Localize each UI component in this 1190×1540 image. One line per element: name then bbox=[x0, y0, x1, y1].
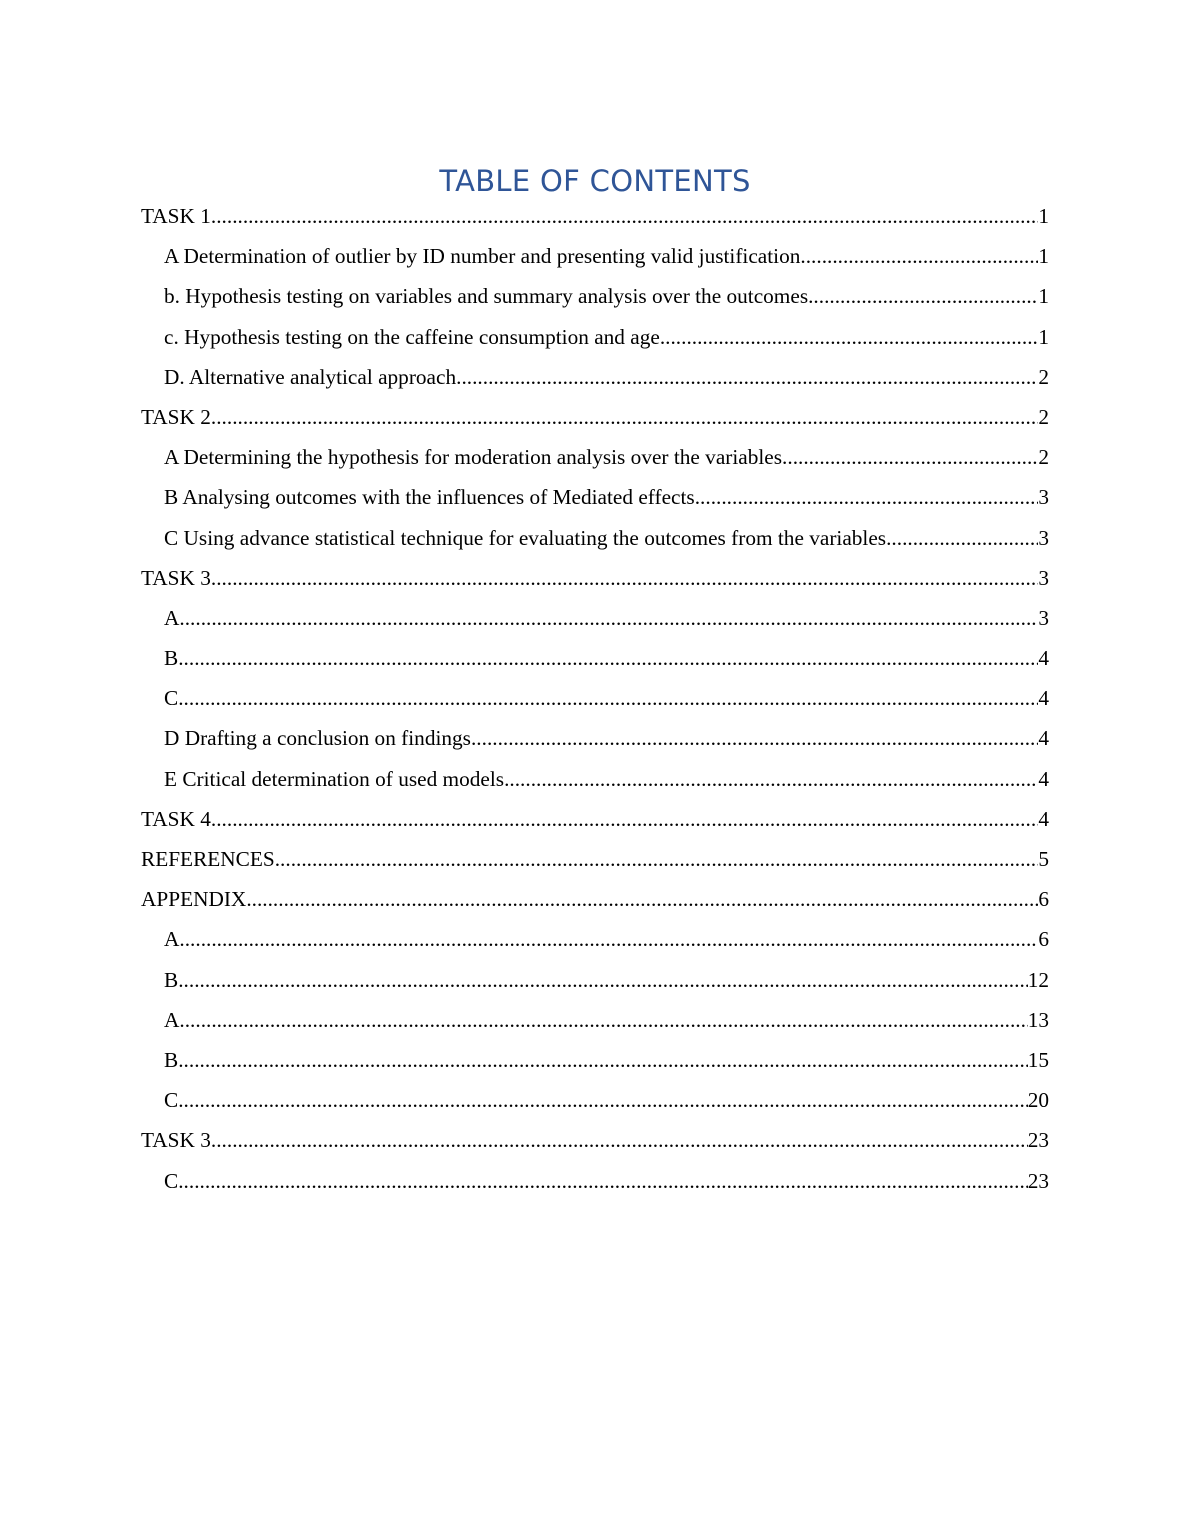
toc-subheading-entry[interactable] bbox=[141, 437, 1049, 477]
toc-entry-text: TASK 3 bbox=[141, 1128, 211, 1153]
toc-entry-text: REFERENCES bbox=[141, 847, 275, 871]
toc-dot-leader bbox=[800, 236, 1038, 276]
toc-page-number: 4 bbox=[1038, 726, 1049, 751]
toc-subheading-entry[interactable] bbox=[141, 759, 1049, 799]
toc-entry-text: A bbox=[164, 1007, 180, 1032]
toc-heading-entry[interactable] bbox=[141, 397, 1049, 437]
toc-title: TABLE OF CONTENTS bbox=[439, 164, 751, 198]
toc-heading-entry[interactable] bbox=[141, 1120, 1049, 1160]
toc-dot-leader bbox=[211, 558, 1038, 598]
toc-subheading-entry[interactable] bbox=[141, 317, 1049, 357]
toc-page-number: 2 bbox=[1038, 445, 1049, 470]
toc-entry-text: A bbox=[164, 605, 180, 630]
toc-dot-leader bbox=[211, 799, 1038, 839]
toc-page-number: 23 bbox=[1027, 1128, 1049, 1153]
toc-page-number: 1 bbox=[1038, 284, 1049, 309]
toc-dot-leader bbox=[471, 718, 1038, 758]
toc-entry-text: C bbox=[164, 1168, 179, 1193]
toc-dot-leader bbox=[179, 1000, 1027, 1040]
toc-page-number: 2 bbox=[1038, 404, 1049, 429]
toc-entry-text: C Using advance statistical technique for evaluating the outcomes from the variables bbox=[164, 525, 887, 550]
toc-dot-leader bbox=[808, 276, 1038, 316]
toc-page-number: 6 bbox=[1038, 887, 1049, 912]
toc-page-number: 5 bbox=[1038, 847, 1049, 871]
toc-subheading-entry[interactable] bbox=[141, 357, 1049, 397]
toc-subheading-entry[interactable] bbox=[141, 236, 1049, 276]
toc-page-number: 3 bbox=[1038, 565, 1049, 590]
toc-entry-text: APPENDIX bbox=[141, 887, 247, 912]
toc-entry-text: A Determining the hypothesis for moderation analysis over the variables bbox=[164, 445, 783, 470]
toc-subheading-entry[interactable] bbox=[141, 276, 1049, 316]
toc-subheading-entry[interactable] bbox=[141, 678, 1049, 718]
toc-page-number: 1 bbox=[1038, 324, 1049, 349]
toc-entry-text: B Analysing outcomes with the influences of Mediated effects bbox=[164, 485, 695, 510]
toc-list bbox=[141, 196, 1049, 1201]
toc-page-number: 6 bbox=[1038, 927, 1049, 952]
toc-entry-text: TASK 3 bbox=[141, 565, 211, 590]
toc-subheading-entry[interactable] bbox=[141, 477, 1049, 517]
toc-dot-leader bbox=[211, 1120, 1028, 1160]
toc-entry-text: D. Alternative analytical approach bbox=[164, 364, 457, 389]
toc-heading-entry[interactable] bbox=[141, 196, 1049, 236]
toc-subheading-entry[interactable] bbox=[141, 1080, 1049, 1120]
toc-dot-leader bbox=[178, 1161, 1027, 1201]
toc-page-number: 3 bbox=[1038, 525, 1049, 550]
toc-subheading-entry[interactable] bbox=[141, 1161, 1049, 1201]
toc-page-number: 23 bbox=[1027, 1168, 1049, 1193]
toc-entry-text: B bbox=[164, 967, 179, 992]
toc-dot-leader bbox=[179, 598, 1038, 638]
toc-page-number: 3 bbox=[1038, 485, 1049, 510]
toc-dot-leader bbox=[179, 919, 1038, 959]
toc-dot-leader bbox=[178, 678, 1038, 718]
toc-dot-leader bbox=[211, 196, 1038, 236]
toc-dot-leader bbox=[178, 1080, 1027, 1120]
toc-entry-text: B bbox=[164, 1047, 179, 1072]
toc-page-number: 12 bbox=[1027, 967, 1049, 992]
toc-page-number: 1 bbox=[1038, 204, 1049, 228]
toc-entry-text: C bbox=[164, 1088, 179, 1113]
toc-dot-leader bbox=[504, 759, 1038, 799]
toc-subheading-entry[interactable] bbox=[141, 598, 1049, 638]
toc-subheading-entry[interactable] bbox=[141, 960, 1049, 1000]
toc-subheading-entry[interactable] bbox=[141, 1000, 1049, 1040]
toc-page-number: 20 bbox=[1027, 1088, 1049, 1113]
toc-page-number: 4 bbox=[1038, 806, 1049, 831]
toc-dot-leader bbox=[178, 638, 1038, 678]
toc-entry-text: B bbox=[164, 646, 179, 671]
toc-subheading-entry[interactable] bbox=[141, 1040, 1049, 1080]
toc-entry-text: A Determination of outlier by ID number and presenting valid justification bbox=[164, 244, 801, 269]
toc-page-number: 4 bbox=[1038, 766, 1049, 791]
toc-dot-leader bbox=[695, 477, 1039, 517]
toc-dot-leader bbox=[211, 397, 1038, 437]
toc-page-number: 3 bbox=[1038, 605, 1049, 630]
toc-entry-text: TASK 2 bbox=[141, 404, 211, 429]
toc-heading-entry[interactable] bbox=[141, 839, 1049, 879]
toc-page-number: 15 bbox=[1027, 1047, 1049, 1072]
toc-dot-leader bbox=[660, 317, 1039, 357]
toc-page-number: 13 bbox=[1027, 1007, 1049, 1032]
toc-heading-entry[interactable] bbox=[141, 558, 1049, 598]
toc-page-number: 2 bbox=[1038, 364, 1049, 389]
toc-entry-text: C bbox=[164, 686, 179, 711]
toc-dot-leader bbox=[275, 839, 1039, 879]
toc-subheading-entry[interactable] bbox=[141, 518, 1049, 558]
toc-page-number: 4 bbox=[1038, 646, 1049, 671]
toc-entry-text: b. Hypothesis testing on variables and summary analysis over the outcomes bbox=[164, 284, 809, 309]
toc-subheading-entry[interactable] bbox=[141, 718, 1049, 758]
toc-dot-leader bbox=[246, 879, 1038, 919]
toc-entry-text: E Critical determination of used models bbox=[164, 766, 505, 791]
toc-page-number: 1 bbox=[1038, 244, 1049, 269]
toc-entry-text: A bbox=[164, 927, 180, 952]
toc-heading-entry[interactable] bbox=[141, 799, 1049, 839]
toc-entry-text: TASK 1 bbox=[141, 204, 211, 228]
toc-subheading-entry[interactable] bbox=[141, 638, 1049, 678]
toc-entry-text: TASK 4 bbox=[141, 806, 211, 831]
toc-page-number: 4 bbox=[1038, 686, 1049, 711]
toc-dot-leader bbox=[456, 357, 1038, 397]
toc-dot-leader bbox=[886, 518, 1038, 558]
toc-heading-entry[interactable] bbox=[141, 879, 1049, 919]
toc-dot-leader bbox=[178, 960, 1027, 1000]
toc-entry-text: c. Hypothesis testing on the caffeine consumption and age bbox=[164, 324, 660, 349]
toc-dot-leader bbox=[178, 1040, 1027, 1080]
toc-entry-text: D Drafting a conclusion on findings bbox=[164, 726, 471, 751]
toc-dot-leader bbox=[782, 437, 1038, 477]
toc-subheading-entry[interactable] bbox=[141, 919, 1049, 959]
